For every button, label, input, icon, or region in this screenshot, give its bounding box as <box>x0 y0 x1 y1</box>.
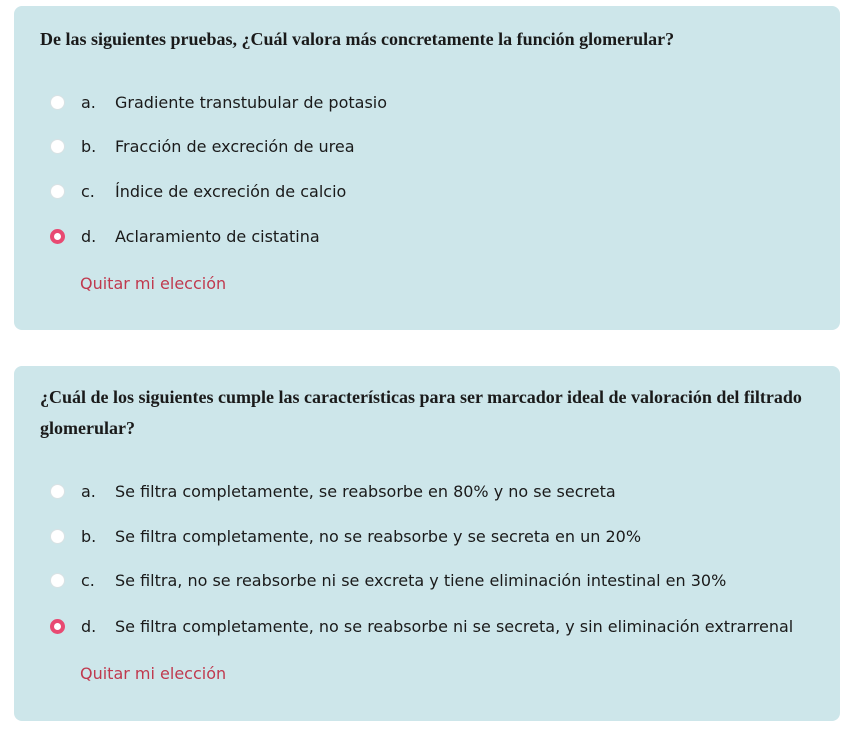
question-text: ¿Cuál de los siguientes cumple las características para ser marcador ideal de valoración del filtrado glomerular? <box>40 387 802 438</box>
radio-button[interactable] <box>50 139 65 154</box>
option-label: Gradiente transtubular de potasio <box>115 92 388 112</box>
clear-choice-link[interactable]: Quitar mi elección <box>80 664 227 683</box>
option-letter: d. <box>81 616 97 636</box>
radio-button-selected[interactable] <box>50 619 65 634</box>
option-letter: b. <box>81 526 97 546</box>
option-letter: a. <box>81 481 96 501</box>
option-a[interactable] <box>50 478 616 504</box>
option-label: Índice de excreción de calcio <box>115 181 347 201</box>
option-label: Se filtra, no se reabsorbe ni se excreta y tiene eliminación intestinal en 30% <box>115 570 727 590</box>
radio-button[interactable] <box>50 484 65 499</box>
option-letter: c. <box>81 181 95 201</box>
question-card-2 <box>14 366 840 721</box>
option-d[interactable] <box>50 223 320 249</box>
option-letter: d. <box>81 226 97 246</box>
radio-button[interactable] <box>50 573 65 588</box>
clear-choice-link[interactable]: Quitar mi elección <box>80 274 227 293</box>
option-b[interactable] <box>50 523 641 549</box>
radio-button-selected[interactable] <box>50 229 65 244</box>
question-text: De las siguientes pruebas, ¿Cuál valora más concretamente la función glomerular? <box>40 29 675 49</box>
option-a[interactable] <box>50 89 387 115</box>
option-label: Se filtra completamente, no se reabsorbe y se secreta en un 20% <box>115 526 642 546</box>
radio-button[interactable] <box>50 184 65 199</box>
radio-button[interactable] <box>50 95 65 110</box>
option-c[interactable] <box>50 178 346 204</box>
question-card-1 <box>14 6 840 330</box>
option-letter: b. <box>81 136 97 156</box>
option-letter: c. <box>81 570 95 590</box>
option-letter: a. <box>81 92 96 112</box>
option-label: Aclaramiento de cistatina <box>115 226 320 246</box>
option-d[interactable] <box>50 613 793 639</box>
option-label: Fracción de excreción de urea <box>115 136 355 156</box>
option-label: Se filtra completamente, se reabsorbe en 80% y no se secreta <box>115 481 616 501</box>
option-b[interactable] <box>50 133 355 159</box>
radio-button[interactable] <box>50 529 65 544</box>
option-label: Se filtra completamente, no se reabsorbe ni se secreta, y sin eliminación extrarrenal <box>115 616 794 636</box>
option-c[interactable] <box>50 567 726 593</box>
